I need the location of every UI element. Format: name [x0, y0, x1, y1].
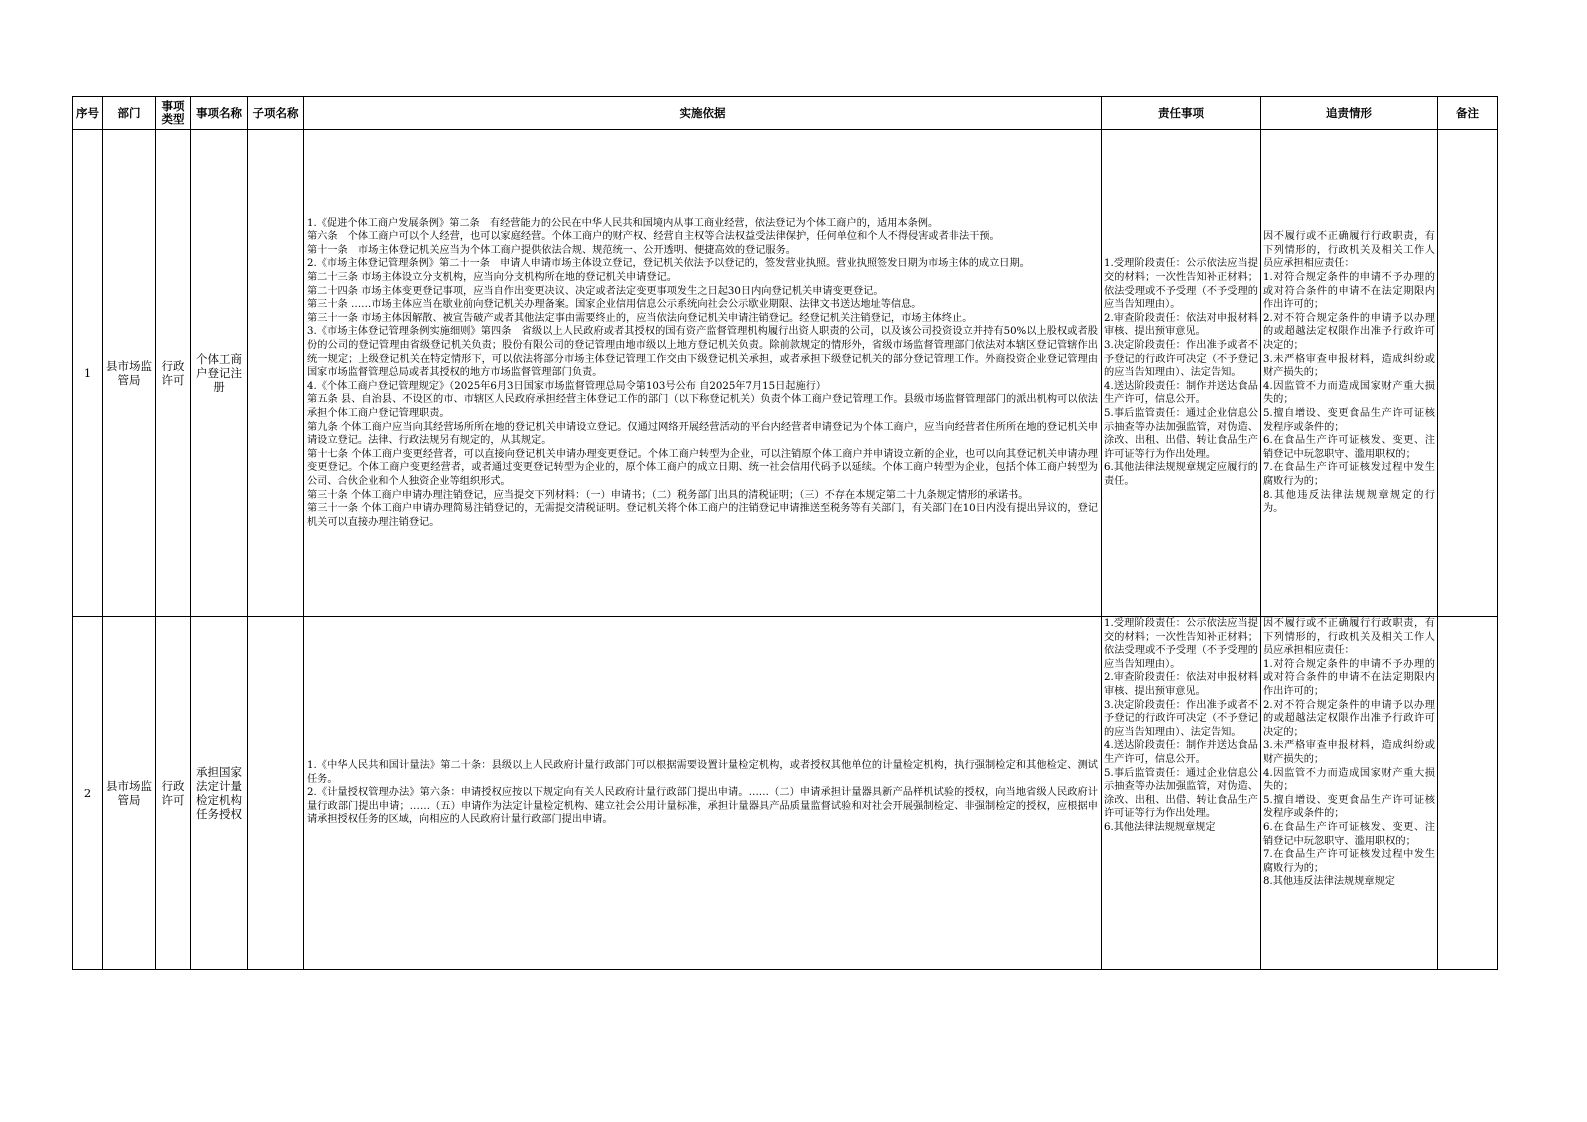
- table-row: [73, 617, 1498, 970]
- accountability-line: 5.擅自增设、变更食品生产许可证核发程序或条件的；: [1263, 407, 1435, 433]
- basis-line: 第三十一条 个体工商户申请办理简易注销登记的，无需提交清税证明。登记机关将个体工商户的注销登记申请推送至税务等有关部门，有关部门在10日内没有提出异议的，登记机关可以直接办理注销登记。: [307, 503, 1098, 528]
- duty-line: 2.审查阶段责任：依法对申报材料审核、提出预审意见。: [1104, 312, 1258, 338]
- row-type: 行政许可: [156, 130, 191, 617]
- accountability-line: 4.因监管不力而造成国家财产重大损失的；: [1263, 767, 1435, 793]
- header-remark: 备注: [1438, 97, 1498, 130]
- responsibility-table: [72, 96, 1498, 970]
- accountability-line: 3.未严格审查申报材料，造成纠纷或财产损失的；: [1263, 740, 1435, 765]
- duty-line: 6.其他法律法规规章规定: [1104, 821, 1216, 833]
- header-item-name: 事项名称: [191, 97, 248, 130]
- row-sub-item: [248, 130, 304, 617]
- header-duty: 责任事项: [1102, 97, 1261, 130]
- basis-line: 第二十四条 市场主体变更登记事项，应当自作出变更决议、决定或者法定变更事项发生之日起30日内向登记机关申请变更登记。: [307, 285, 884, 297]
- basis-line: 第二十三条 市场主体设立分支机构，应当向分支机构所在地的登记机关申请登记。: [307, 272, 677, 284]
- row-basis-cell: [304, 130, 1102, 617]
- row-basis: [304, 759, 1101, 827]
- accountability-line: 8.其他违反法律法规规章规定: [1263, 876, 1395, 888]
- accountability-line: 3.未严格审查申报材料，造成纠纷或财产损失的；: [1263, 353, 1435, 379]
- basis-line: 第十一条 市场主体登记机关应当为个体工商户提供依法合规、规范统一、公开透明、便捷高效的登记服务。: [307, 244, 796, 256]
- basis-line: 第五条 县、自治县、不设区的市、市辖区人民政府承担经营主体登记工作的部门（以下称登记机关）负责个体工商户登记管理工作。县级市场监督管理部门的派出机构可以依法承担个体工商户登记管理职责。: [307, 394, 1098, 419]
- header-sub-item: 子项名称: [248, 97, 304, 130]
- basis-line: 第三十一条 市场主体因解散、被宣告破产或者其他法定事由需要终止的，应当依法向登记机关申请注销登记。经登记机关注销登记，市场主体终止。: [307, 312, 973, 324]
- basis-line: 2.《市场主体登记管理条例》第二十一条 申请人申请市场主体设立登记，登记机关依法予以登记的，签发营业执照。营业执照签发日期为市场主体的成立日期。: [307, 258, 1030, 270]
- row-seq: 1: [73, 130, 103, 617]
- accountability-line: 1.对符合规定条件的申请不予办理的或对符合条件的申请不在法定期限内作出许可的；: [1263, 658, 1435, 697]
- row-item-name: 个体工商户登记注册: [191, 130, 248, 617]
- basis-line: 第三十条 个体工商户申请办理注销登记，应当提交下列材料：（一）申请书；（二）税务部门出具的清税证明；（三）不存在本规定第二十九条规定情形的承诺书。: [307, 489, 1029, 501]
- header-type: 事项类型: [156, 97, 191, 130]
- header-row: [73, 97, 1498, 130]
- basis-line: 第三十条 ……市场主体应当在歇业前向登记机关办理备案。国家企业信用信息公示系统向社会公示歇业期限、法律文书送达地址等信息。: [307, 299, 922, 311]
- accountability-line: 5.擅自增设、变更食品生产许可证核发程序或条件的；: [1263, 794, 1435, 820]
- basis-line: 4.《个体工商户登记管理规定》（2025年6月3日国家市场监督管理总局令第103号公布 自2025年7月15日起施行）: [307, 380, 827, 392]
- accountability-line: 因不履行或不正确履行行政职责，有下列情形的，行政机关及相关工作人员应承担相应责任：: [1263, 231, 1435, 270]
- header-accountability: 追责情形: [1261, 97, 1438, 130]
- accountability-line: 2.对不符合规定条件的申请予以办理的或超越法定权限作出准予行政许可决定的；: [1263, 312, 1435, 352]
- row-basis-cell: [304, 617, 1102, 970]
- row-dept: 县市场监管局: [103, 617, 156, 970]
- basis-line: 第九条 个体工商户应当向其经营场所所在地的登记机关申请设立登记。仅通过网络开展经营活动的平台内经营者申请登记为个体工商户，应当向经营者住所所在地的登记机关申请设立登记。法律、行政法规另有规定的，从其规定。: [307, 421, 1098, 447]
- row-accountability: [1261, 230, 1437, 515]
- duty-line: 3.决定阶段责任：作出准予或者不予登记的行政许可决定（不予登记的应当告知理由）、法定告知。: [1104, 699, 1258, 738]
- accountability-line: 1.对符合规定条件的申请不予办理的或对符合条件的申请不在法定期限内作出许可的；: [1263, 272, 1435, 311]
- accountability-line: 2.对不符合规定条件的申请予以办理的或超越法定权限作出准予行政许可决定的；: [1263, 699, 1435, 738]
- accountability-line: 4.因监管不力而造成国家财产重大损失的；: [1263, 380, 1435, 406]
- accountability-line: 8.其他违反法律法规规章规定的行为。: [1263, 489, 1435, 515]
- row-basis: [304, 217, 1101, 530]
- basis-line: 3.《市场主体登记管理条例实施细则》第四条 省级以上人民政府或者其授权的国有资产监督管理机构履行出资人职责的公司，以及该公司投资设立并持有50%以上股权或者股份的公司的登记管理由省级登记机关负责；股份有限公司的登记管理由地市级以上地方登记机关负责。除前款规定的情形外，省级市场监督管理部门依法对本辖区登记管辖作出统一规定；上级登记机关在特定情形下，可以依法将部分市场主体登记管理工作交由下级登记机关承担，或者承担下级登记机关的部分登记管理工作。外商投资企业登记管理由国家市场监督管理总局或者其授权的地方市场监督管理部门负责。: [307, 326, 1098, 379]
- row-duty: [1102, 257, 1260, 488]
- duty-line: 5.事后监管责任：通过企业信息公示抽查等办法加强监管，对伪造、涂改、出租、出借、转让食品生产许可证等行为作出处理。: [1104, 407, 1258, 460]
- row-item-name: 承担国家法定计量检定机构任务授权: [191, 617, 248, 970]
- header-dept: 部门: [103, 97, 156, 130]
- basis-line: 第十七条 个体工商户变更经营者，可以直接向登记机关申请办理变更登记。个体工商户转型为企业，可以注销原个体工商户并申请设立新的企业，也可以向其登记机关申请办理变更登记。个体工商户变更经营者，或者通过变更登记转型为企业的，原个体工商户的成立日期、统一社会信用代码予以延续。个体工商户转型为企业，包括个体工商户转型为公司、合伙企业和个人独资企业等组织形式。: [307, 448, 1098, 487]
- duty-line: 1.受理阶段责任：公示依法应当提交的材料；一次性告知补正材料；依法受理或不予受理（不予受理的应当告知理由）。: [1104, 618, 1258, 670]
- duty-line: 6.其他法律法规规章规定应履行的责任。: [1104, 462, 1258, 487]
- accountability-line: 7.在食品生产许可证核发过程中发生腐败行为的；: [1263, 462, 1435, 487]
- basis-line: 1.《促进个体工商户发展条例》第二条 有经营能力的公民在中华人民共和国境内从事工商业经营，依法登记为个体工商户的，适用本条例。: [307, 217, 939, 229]
- row-seq: 2: [73, 617, 103, 970]
- header-seq: 序号: [73, 97, 103, 130]
- accountability-line: 6.在食品生产许可证核发、变更、注销登记中玩忽职守、滥用职权的；: [1263, 435, 1435, 460]
- accountability-line: 7.在食品生产许可证核发过程中发生腐败行为的；: [1263, 849, 1435, 874]
- header-basis: 实施依据: [304, 97, 1102, 130]
- duty-line: 3.决定阶段责任：作出准予或者不予登记的行政许可决定（不予登记的应当告知理由）、法定告知。: [1104, 340, 1258, 379]
- accountability-line: 因不履行或不正确履行行政职责，有下列情形的，行政机关及相关工作人员应承担相应责任：: [1263, 618, 1435, 657]
- table-row: [73, 130, 1498, 617]
- row-accountability: [1261, 617, 1437, 969]
- row-remark: [1438, 617, 1498, 970]
- basis-line: 2.《计量授权管理办法》第六条：申请授权应按以下规定向有关人民政府计量行政部门提出申请。……（二）申请承担计量器具新产品样机试验的授权，向当地省级人民政府计量行政部门提出申请；……（五）申请作为法定计量检定机构、建立社会公用计量标准，承担计量器具产品质量监督试验和对社会开展强制检定、非强制检定的授权，应根据申请承担授权任务的区域，向相应的人民政府计量行政部门提出申请。: [307, 787, 1098, 826]
- row-dept: 县市场监管局: [103, 130, 156, 617]
- duty-line: 4.送达阶段责任：制作并送达食品生产许可，信息公开。: [1104, 380, 1258, 406]
- row-duty-cell: [1102, 130, 1261, 617]
- row-accountability-cell: [1261, 130, 1438, 617]
- accountability-line: 6.在食品生产许可证核发、变更、注销登记中玩忽职守、滥用职权的；: [1263, 821, 1435, 847]
- basis-line: 1.《中华人民共和国计量法》第二十条：县级以上人民政府计量行政部门可以根据需要设置计量检定机构，或者授权其他单位的计量检定机构，执行强制检定和其他检定、测试任务。: [307, 760, 1098, 785]
- basis-line: 第六条 个体工商户可以个人经营，也可以家庭经营。个体工商户的财产权、经营自主权等合法权益受法律保护，任何单位和个人不得侵害或者非法干预。: [307, 231, 1000, 243]
- row-duty-cell: [1102, 617, 1261, 970]
- duty-line: 4.送达阶段责任：制作并送达食品生产许可，信息公开。: [1104, 740, 1258, 765]
- row-accountability-cell: [1261, 617, 1438, 970]
- duty-line: 5.事后监管责任：通过企业信息公示抽查等办法加强监管，对伪造、涂改、出租、出借、转让食品生产许可证等行为作出处理。: [1104, 767, 1258, 820]
- row-remark: [1438, 130, 1498, 617]
- row-sub-item: [248, 617, 304, 970]
- duty-line: 1.受理阶段责任：公示依法应当提交的材料；一次性告知补正材料；依法受理或不予受理（不予受理的应当告知理由）。: [1104, 258, 1258, 311]
- row-duty: [1102, 617, 1260, 969]
- row-type: 行政许可: [156, 617, 191, 970]
- duty-line: 2.审查阶段责任：依法对申报材料审核、提出预审意见。: [1104, 672, 1258, 697]
